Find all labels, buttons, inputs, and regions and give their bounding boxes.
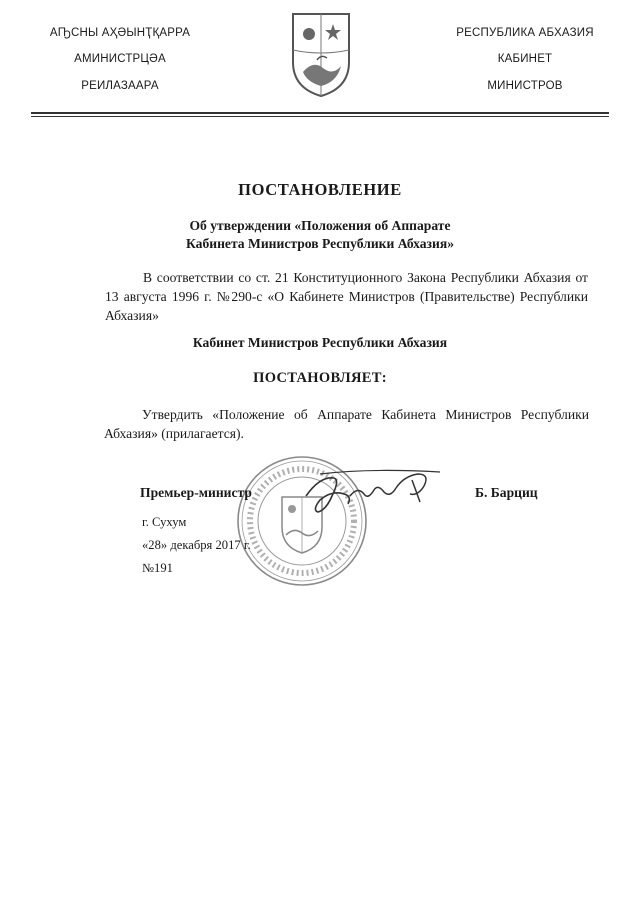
header-right-line-2: КАБИНЕТ [497,53,553,65]
signatory-position: Премьер-министр [140,485,252,500]
header-left-line-2: АМИНИСТРЦӘА [74,53,166,65]
subject-line-2: Кабинета Министров Республики Абхазия» [185,236,455,251]
decree-heading: ПОСТАНОВЛЯЕТ: [253,370,387,386]
header-left-line-3: РЕИЛАЗААРА [81,80,159,92]
handwritten-signature [300,466,450,516]
document-subject [0,217,640,253]
header-right-line-3: МИНИСТРОВ [487,80,563,92]
resolution-paragraph: Утвердить «Положение об Аппарате Кабинета Министров Республики Абхазия» (прилагается). [104,407,589,441]
document-title: ПОСТАНОВЛЕНИЕ [238,180,402,199]
header-rule-thick [31,112,609,114]
header-rule-thin [31,116,609,117]
signatory-name: Б. Барциц [475,485,538,500]
header-right-line-1: РЕСПУБЛИКА АБХАЗИЯ [456,27,594,39]
issue-place: г. Сухум [142,515,187,529]
header-left-line-1: АҦСНЫ АҲӘЫНҬҚАРРА [49,27,191,39]
subject-line-1: Об утверждении «Положения об Аппарате [189,218,451,233]
emblem-icon [289,10,353,98]
issuer-line: Кабинет Министров Республики Абхазия [192,335,448,350]
document-number: №191 [142,561,173,575]
issue-date: «28» декабря 2017 г. [142,538,251,552]
preamble-paragraph: В соответствии со ст. 21 Конституционного Закона Республики Абхазия от 13 августа 1996 г. №290-с «О Кабинете Министров (Правительстве) Республики Абхазия» [105,270,588,323]
